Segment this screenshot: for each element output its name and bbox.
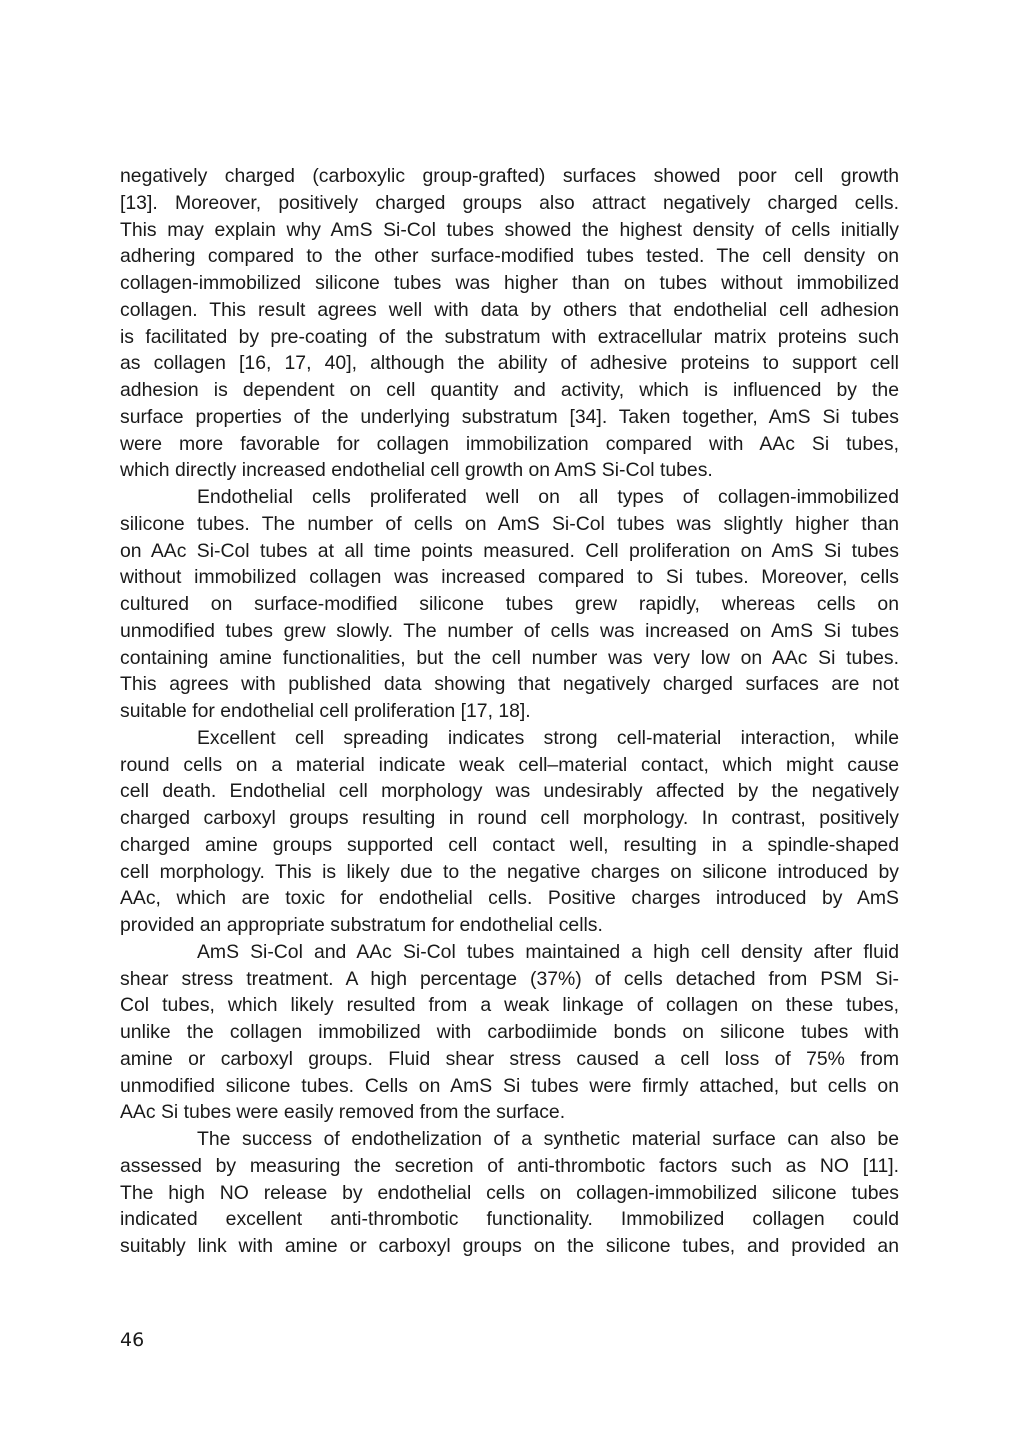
text-line: unmodified silicone tubes. Cells on AmS Si tubes were firmly attached, but cells on [120,1074,899,1097]
text-line: adhesion is dependent on cell quantity and activity, which is influenced by the [120,379,899,401]
text-line: cell death. Endothelial cell morphology was undesirably affected by the negatively [120,780,899,803]
text-line: charged amine groups supported cell contact well, resulting in a spindle-shaped [120,833,899,856]
body-text [120,163,899,1260]
text-line: suitable for endothelial cell proliferation [17, 18]. [120,700,531,722]
text-line: which directly increased endothelial cell growth on AmS Si-Col tubes. [120,459,713,482]
text-line: provided an appropriate substratum for endothelial cells. [120,914,603,936]
text-line: AAc, which are toxic for endothelial cells. Positive charges introduced by AmS [120,887,899,910]
text-line: AmS Si-Col and AAc Si-Col tubes maintained a high cell density after fluid [197,940,899,963]
text-line: collagen. This result agrees well with data by others that endothelial cell adhesion [120,298,899,321]
paragraph [120,163,899,484]
text-line: unmodified tubes grew slowly. The number of cells was increased on AmS Si tubes [120,619,899,642]
text-line: The high NO release by endothelial cells on collagen-immobilized silicone tubes [120,1181,899,1204]
text-line: Col tubes, which likely resulted from a weak linkage of collagen on these tubes, [120,994,899,1017]
text-line: were more favorable for collagen immobilization compared with AAc Si tubes, [120,432,899,455]
text-line: negatively charged (carboxylic group-grafted) surfaces showed poor cell growth [120,165,899,187]
text-line: on AAc Si-Col tubes at all time points measured. Cell proliferation on AmS Si tubes [120,539,899,562]
text-line: This agrees with published data showing that negatively charged surfaces are not [120,673,899,696]
text-line: as collagen [16, 17, 40], although the ability of adhesive proteins to support cell [120,352,899,375]
text-line: silicone tubes. The number of cells on AmS Si-Col tubes was slightly higher than [120,512,899,535]
text-line: cell morphology. This is likely due to the negative charges on silicone introduced by [120,860,899,883]
paragraph [120,725,899,939]
text-line: surface properties of the underlying substratum [34]. Taken together, AmS Si tubes [120,405,899,428]
text-line: Endothelial cells proliferated well on all types of collagen-immobilized [197,486,899,508]
text-line: containing amine functionalities, but the cell number was very low on AAc Si tubes. [120,646,899,669]
text-line: amine or carboxyl groups. Fluid shear stress caused a cell loss of 75% from [120,1047,899,1070]
text-line: unlike the collagen immobilized with carbodiimide bonds on silicone tubes with [120,1021,899,1043]
text-line: charged carboxyl groups resulting in round cell morphology. In contrast, positively [120,807,899,829]
text-line: Excellent cell spreading indicates strong cell-material interaction, while [197,726,899,749]
text-line: cultured on surface-modified silicone tubes grew rapidly, whereas cells on [120,593,899,615]
text-line: without immobilized collagen was increased compared to Si tubes. Moreover, cells [120,566,899,589]
page-number: 46 [120,1329,145,1351]
paragraph [120,939,899,1126]
paragraph [120,1126,899,1260]
text-line: collagen-immobilized silicone tubes was higher than on tubes without immobilized [120,272,899,294]
text-line: This may explain why AmS Si-Col tubes showed the highest density of cells initially [120,218,899,241]
text-line: round cells on a material indicate weak cell–material contact, which might cause [120,753,899,776]
text-line: adhering compared to the other surface-modified tubes tested. The cell density on [120,245,899,268]
text-line: indicated excellent anti-thrombotic functionality. Immobilized collagen could [120,1208,899,1231]
text-line: shear stress treatment. A high percentage (37%) of cells detached from PSM Si- [120,967,899,990]
text-line: The success of endothelization of a synthetic material surface can also be [197,1128,899,1150]
text-line: AAc Si tubes were easily removed from the surface. [120,1101,566,1124]
text-line: assessed by measuring the secretion of anti-thrombotic factors such as NO [11]. [120,1154,899,1177]
paragraph [120,484,899,725]
text-line: suitably link with amine or carboxyl groups on the silicone tubes, and provided an [120,1235,899,1257]
text-line: [13]. Moreover, positively charged groups also attract negatively charged cells. [120,191,899,214]
text-line: is facilitated by pre-coating of the substratum with extracellular matrix proteins such [120,325,899,348]
